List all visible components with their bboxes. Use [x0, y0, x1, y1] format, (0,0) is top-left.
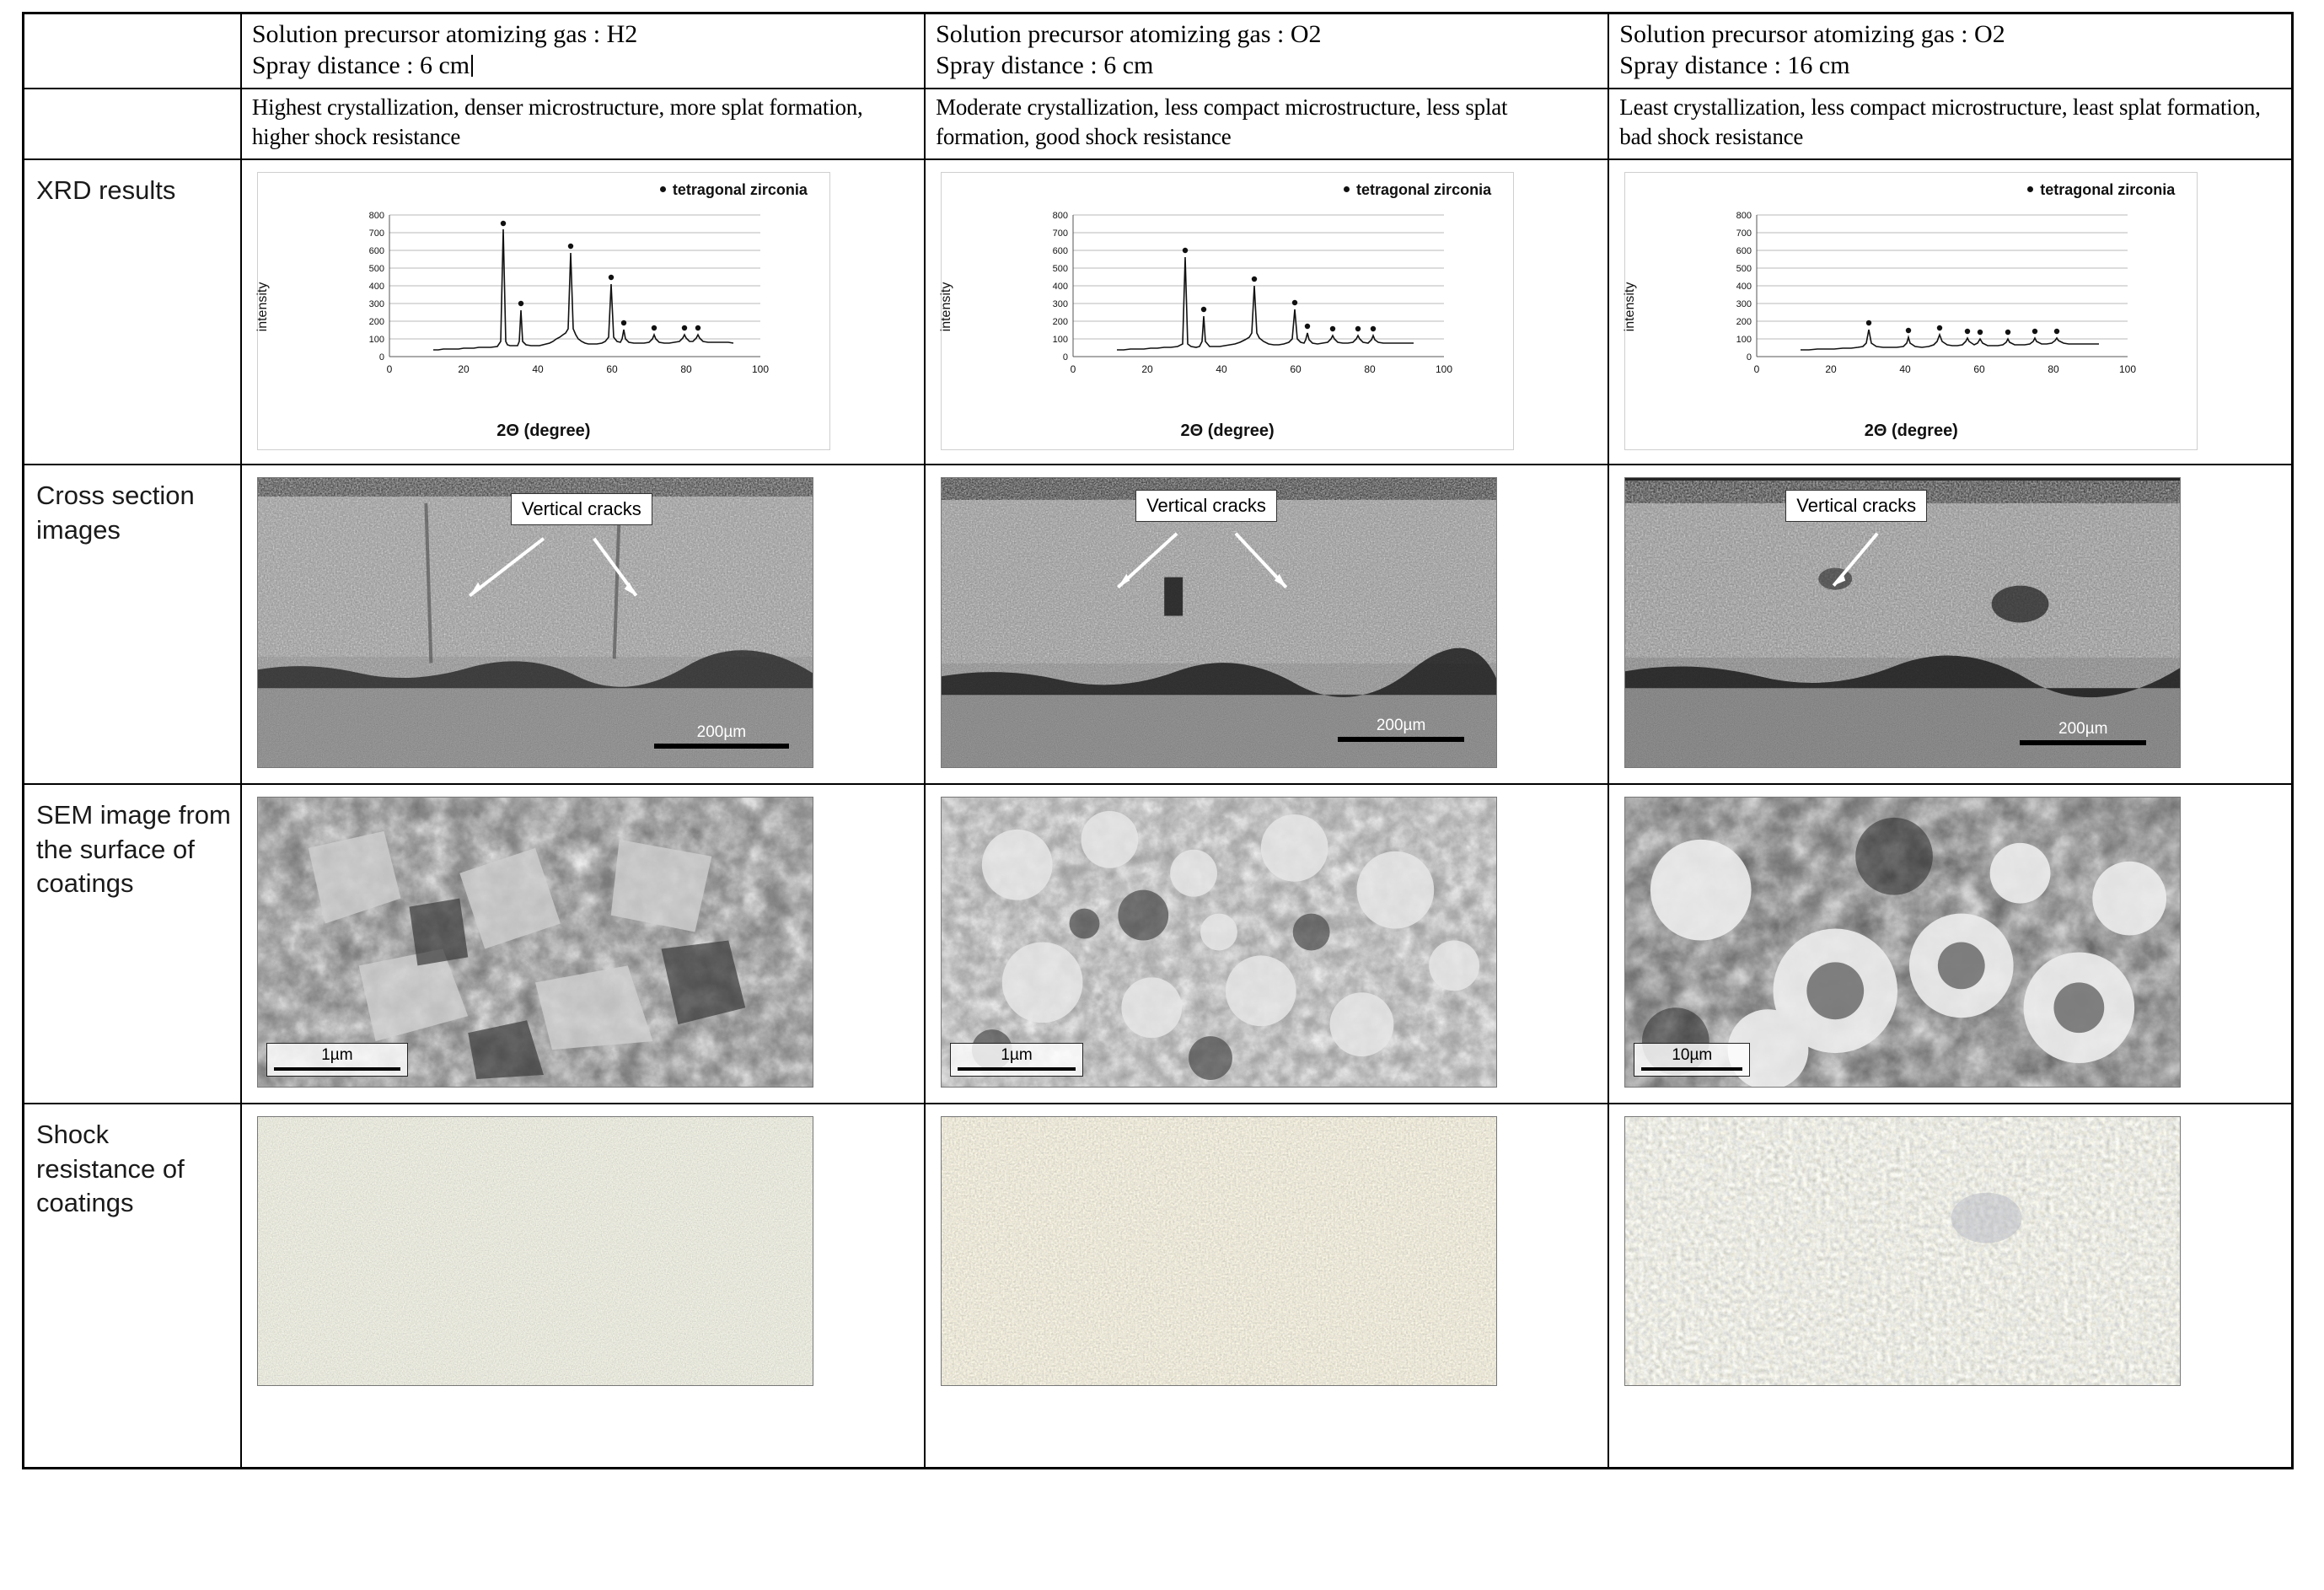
- description-cell-1: [241, 89, 925, 159]
- svg-text:40: 40: [1899, 363, 1911, 376]
- cross-section-cell-1: [241, 465, 925, 784]
- svg-text:0: 0: [1747, 352, 1752, 363]
- svg-text:100: 100: [751, 363, 769, 376]
- svg-text:100: 100: [2119, 363, 2137, 376]
- row-label-cross-section: [24, 465, 241, 784]
- table-row-conditions: [24, 13, 2293, 89]
- shock-image-2: [941, 1116, 1497, 1386]
- svg-text:400: 400: [1052, 282, 1069, 293]
- shock-cell-3: [1608, 1104, 2292, 1469]
- svg-text:800: 800: [1736, 211, 1752, 222]
- description-text-3: Least crystallization, less compact microstructure, least splat formation, bad shock resistance: [1619, 94, 2261, 150]
- cross-section-image-3: [1624, 477, 2181, 768]
- svg-text:400: 400: [368, 282, 384, 293]
- xrd-ylabel-2: intensity: [939, 282, 954, 332]
- sem-image-1: [257, 797, 813, 1088]
- row-label-sem: [24, 784, 241, 1104]
- svg-text:80: 80: [680, 363, 692, 376]
- xrd-svg-1: [339, 207, 794, 400]
- xrd-cell-1: [241, 159, 925, 465]
- corner-cell-empty: [24, 13, 241, 89]
- legend-marker-icon: [2027, 186, 2033, 192]
- description-text-2: Moderate crystallization, less compact microstructure, less splat formation, good shock resistance: [936, 94, 1508, 150]
- table-row-shock: [24, 1104, 2293, 1469]
- svg-text:500: 500: [1736, 264, 1752, 275]
- cross-section-image-1: [257, 477, 813, 768]
- sem-scale-text-3: 10µm: [1672, 1046, 1713, 1065]
- svg-text:0: 0: [386, 363, 393, 376]
- gas-label-3: Solution precursor atomizing gas : O2: [1619, 20, 2005, 48]
- cross-section-scale-text-3: 200µm: [2058, 720, 2108, 739]
- xrd-peak-markers-3: [1866, 320, 2059, 335]
- cross-section-cell-2: [925, 465, 1608, 784]
- xrd-svg-2: [1022, 207, 1478, 400]
- xrd-cell-2: [925, 159, 1608, 465]
- row-label-sem-text: SEM image from the surface of coatings: [36, 800, 231, 898]
- scalebar-line: [274, 1067, 400, 1071]
- row-label-shock-text: Shock resistance of coatings: [36, 1120, 185, 1217]
- distance-label-2: Spray distance : 6 cm: [936, 51, 1154, 79]
- comparison-table: [22, 12, 2294, 1469]
- svg-text:600: 600: [1736, 246, 1752, 257]
- description-text-1: Highest crystallization, denser microstructure, more splat formation, higher shock resistance: [251, 94, 863, 150]
- sem-scalebar-2: [950, 1043, 1083, 1077]
- sem-image-3: [1624, 797, 2181, 1088]
- svg-text:700: 700: [368, 228, 384, 239]
- scalebar-line: [2020, 740, 2146, 745]
- cross-section-scalebar-2: [1338, 717, 1464, 742]
- sem-image-2: [941, 797, 1497, 1088]
- svg-text:100: 100: [1052, 335, 1069, 346]
- cross-section-scale-text-2: 200µm: [1376, 717, 1426, 735]
- svg-text:300: 300: [1736, 299, 1752, 310]
- xrd-plot-area-2: [1022, 207, 1478, 376]
- shock-image-3: [1624, 1116, 2181, 1386]
- svg-text:300: 300: [368, 299, 384, 310]
- table-row-xrd: [24, 159, 2293, 465]
- svg-text:60: 60: [1290, 363, 1302, 376]
- svg-text:0: 0: [378, 352, 384, 363]
- svg-text:0: 0: [1753, 363, 1760, 376]
- shock-photo-2: [942, 1117, 1496, 1386]
- table-row-cross-section: [24, 465, 2293, 784]
- cross-section-scalebar-1: [654, 723, 789, 749]
- svg-text:80: 80: [2048, 363, 2059, 376]
- condition-cell-3: [1608, 13, 2292, 89]
- condition-cell-2: [925, 13, 1608, 89]
- sem-scale-text-1: 1µm: [321, 1046, 353, 1065]
- row-label-xrd-text: XRD results: [36, 175, 176, 206]
- svg-text:80: 80: [1364, 363, 1376, 376]
- svg-text:700: 700: [1052, 228, 1069, 239]
- svg-text:20: 20: [1141, 363, 1153, 376]
- xrd-ylabel-1: intensity: [255, 282, 270, 332]
- shock-cell-1: [241, 1104, 925, 1469]
- legend-marker-icon: [1344, 186, 1350, 192]
- svg-text:100: 100: [368, 335, 384, 346]
- text-caret: [471, 55, 473, 77]
- xrd-plot-area-3: [1706, 207, 2161, 376]
- xrd-chart-2: [941, 172, 1514, 450]
- scalebar-line: [654, 744, 789, 749]
- svg-text:100: 100: [1436, 363, 1453, 376]
- xrd-plot-area-1: [339, 207, 794, 376]
- scalebar-line: [958, 1067, 1076, 1071]
- row-label-shock: [24, 1104, 241, 1469]
- svg-text:200: 200: [368, 317, 384, 328]
- shock-cell-2: [925, 1104, 1608, 1469]
- gas-label-2: Solution precursor atomizing gas : O2: [936, 20, 1322, 48]
- svg-text:600: 600: [1052, 246, 1069, 257]
- cross-section-cell-3: [1608, 465, 2292, 784]
- cross-section-callout-3: Vertical cracks: [1785, 490, 1927, 522]
- svg-text:100: 100: [1736, 335, 1752, 346]
- xrd-cell-3: [1608, 159, 2292, 465]
- svg-text:60: 60: [606, 363, 618, 376]
- svg-text:500: 500: [368, 264, 384, 275]
- legend-marker-icon: [660, 186, 666, 192]
- svg-text:400: 400: [1736, 282, 1752, 293]
- xrd-svg-3: [1706, 207, 2161, 400]
- table-row-descriptions: [24, 89, 2293, 159]
- gas-label-1: Solution precursor atomizing gas : H2: [251, 20, 638, 48]
- scalebar-line: [1641, 1067, 1742, 1071]
- cross-section-callout-2: Vertical cracks: [1135, 490, 1277, 522]
- xrd-chart-1: [257, 172, 830, 450]
- xrd-legend-1: tetragonal zirconia: [660, 181, 808, 199]
- svg-text:700: 700: [1736, 228, 1752, 239]
- sem-cell-2: [925, 784, 1608, 1104]
- sem-scale-text-2: 1µm: [1001, 1046, 1033, 1065]
- svg-text:0: 0: [1062, 352, 1069, 363]
- svg-text:40: 40: [532, 363, 544, 376]
- svg-text:600: 600: [368, 246, 384, 257]
- svg-text:20: 20: [458, 363, 470, 376]
- condition-cell-1: [241, 13, 925, 89]
- svg-text:800: 800: [1052, 211, 1069, 222]
- xrd-chart-3: [1624, 172, 2198, 450]
- xrd-legend-3: tetragonal zirconia: [2027, 181, 2175, 199]
- table-row-sem: [24, 784, 2293, 1104]
- description-cell-3: [1608, 89, 2292, 159]
- svg-text:800: 800: [368, 211, 384, 222]
- shock-image-1: [257, 1116, 813, 1386]
- svg-text:300: 300: [1052, 299, 1069, 310]
- description-cell-2: [925, 89, 1608, 159]
- xrd-xlabel-2: 2Θ (degree): [1180, 422, 1275, 441]
- cross-section-image-2: [941, 477, 1497, 768]
- svg-text:200: 200: [1052, 317, 1069, 328]
- svg-text:500: 500: [1052, 264, 1069, 275]
- row-label-cross-section-text: Cross section images: [36, 481, 195, 545]
- row-label-xrd: [24, 159, 241, 465]
- distance-label-1: Spray distance : 6 cm: [251, 51, 470, 79]
- sem-cell-1: [241, 784, 925, 1104]
- cross-section-scalebar-3: [2020, 720, 2146, 745]
- svg-text:40: 40: [1216, 363, 1227, 376]
- scalebar-line: [1338, 737, 1464, 742]
- sem-cell-3: [1608, 784, 2292, 1104]
- xrd-peak-markers-1: [501, 221, 700, 330]
- shock-photo-3: [1625, 1117, 2180, 1386]
- xrd-ylabel-3: intensity: [1623, 282, 1638, 332]
- shock-photo-1: [258, 1117, 813, 1386]
- svg-text:60: 60: [1973, 363, 1985, 376]
- sem-scalebar-1: [266, 1043, 408, 1077]
- svg-text:0: 0: [1070, 363, 1076, 376]
- xrd-peak-markers-2: [1183, 248, 1376, 331]
- xrd-xlabel-1: 2Θ (degree): [496, 422, 591, 441]
- xrd-xlabel-3: 2Θ (degree): [1864, 422, 1958, 441]
- sem-scalebar-3: [1634, 1043, 1750, 1077]
- description-label-cell: [24, 89, 241, 159]
- cross-section-scale-text-1: 200µm: [696, 723, 747, 742]
- xrd-legend-2: tetragonal zirconia: [1344, 181, 1491, 199]
- cross-section-callout-1: Vertical cracks: [511, 493, 652, 525]
- svg-text:20: 20: [1825, 363, 1837, 376]
- svg-text:200: 200: [1736, 317, 1752, 328]
- distance-label-3: Spray distance : 16 cm: [1619, 51, 1850, 79]
